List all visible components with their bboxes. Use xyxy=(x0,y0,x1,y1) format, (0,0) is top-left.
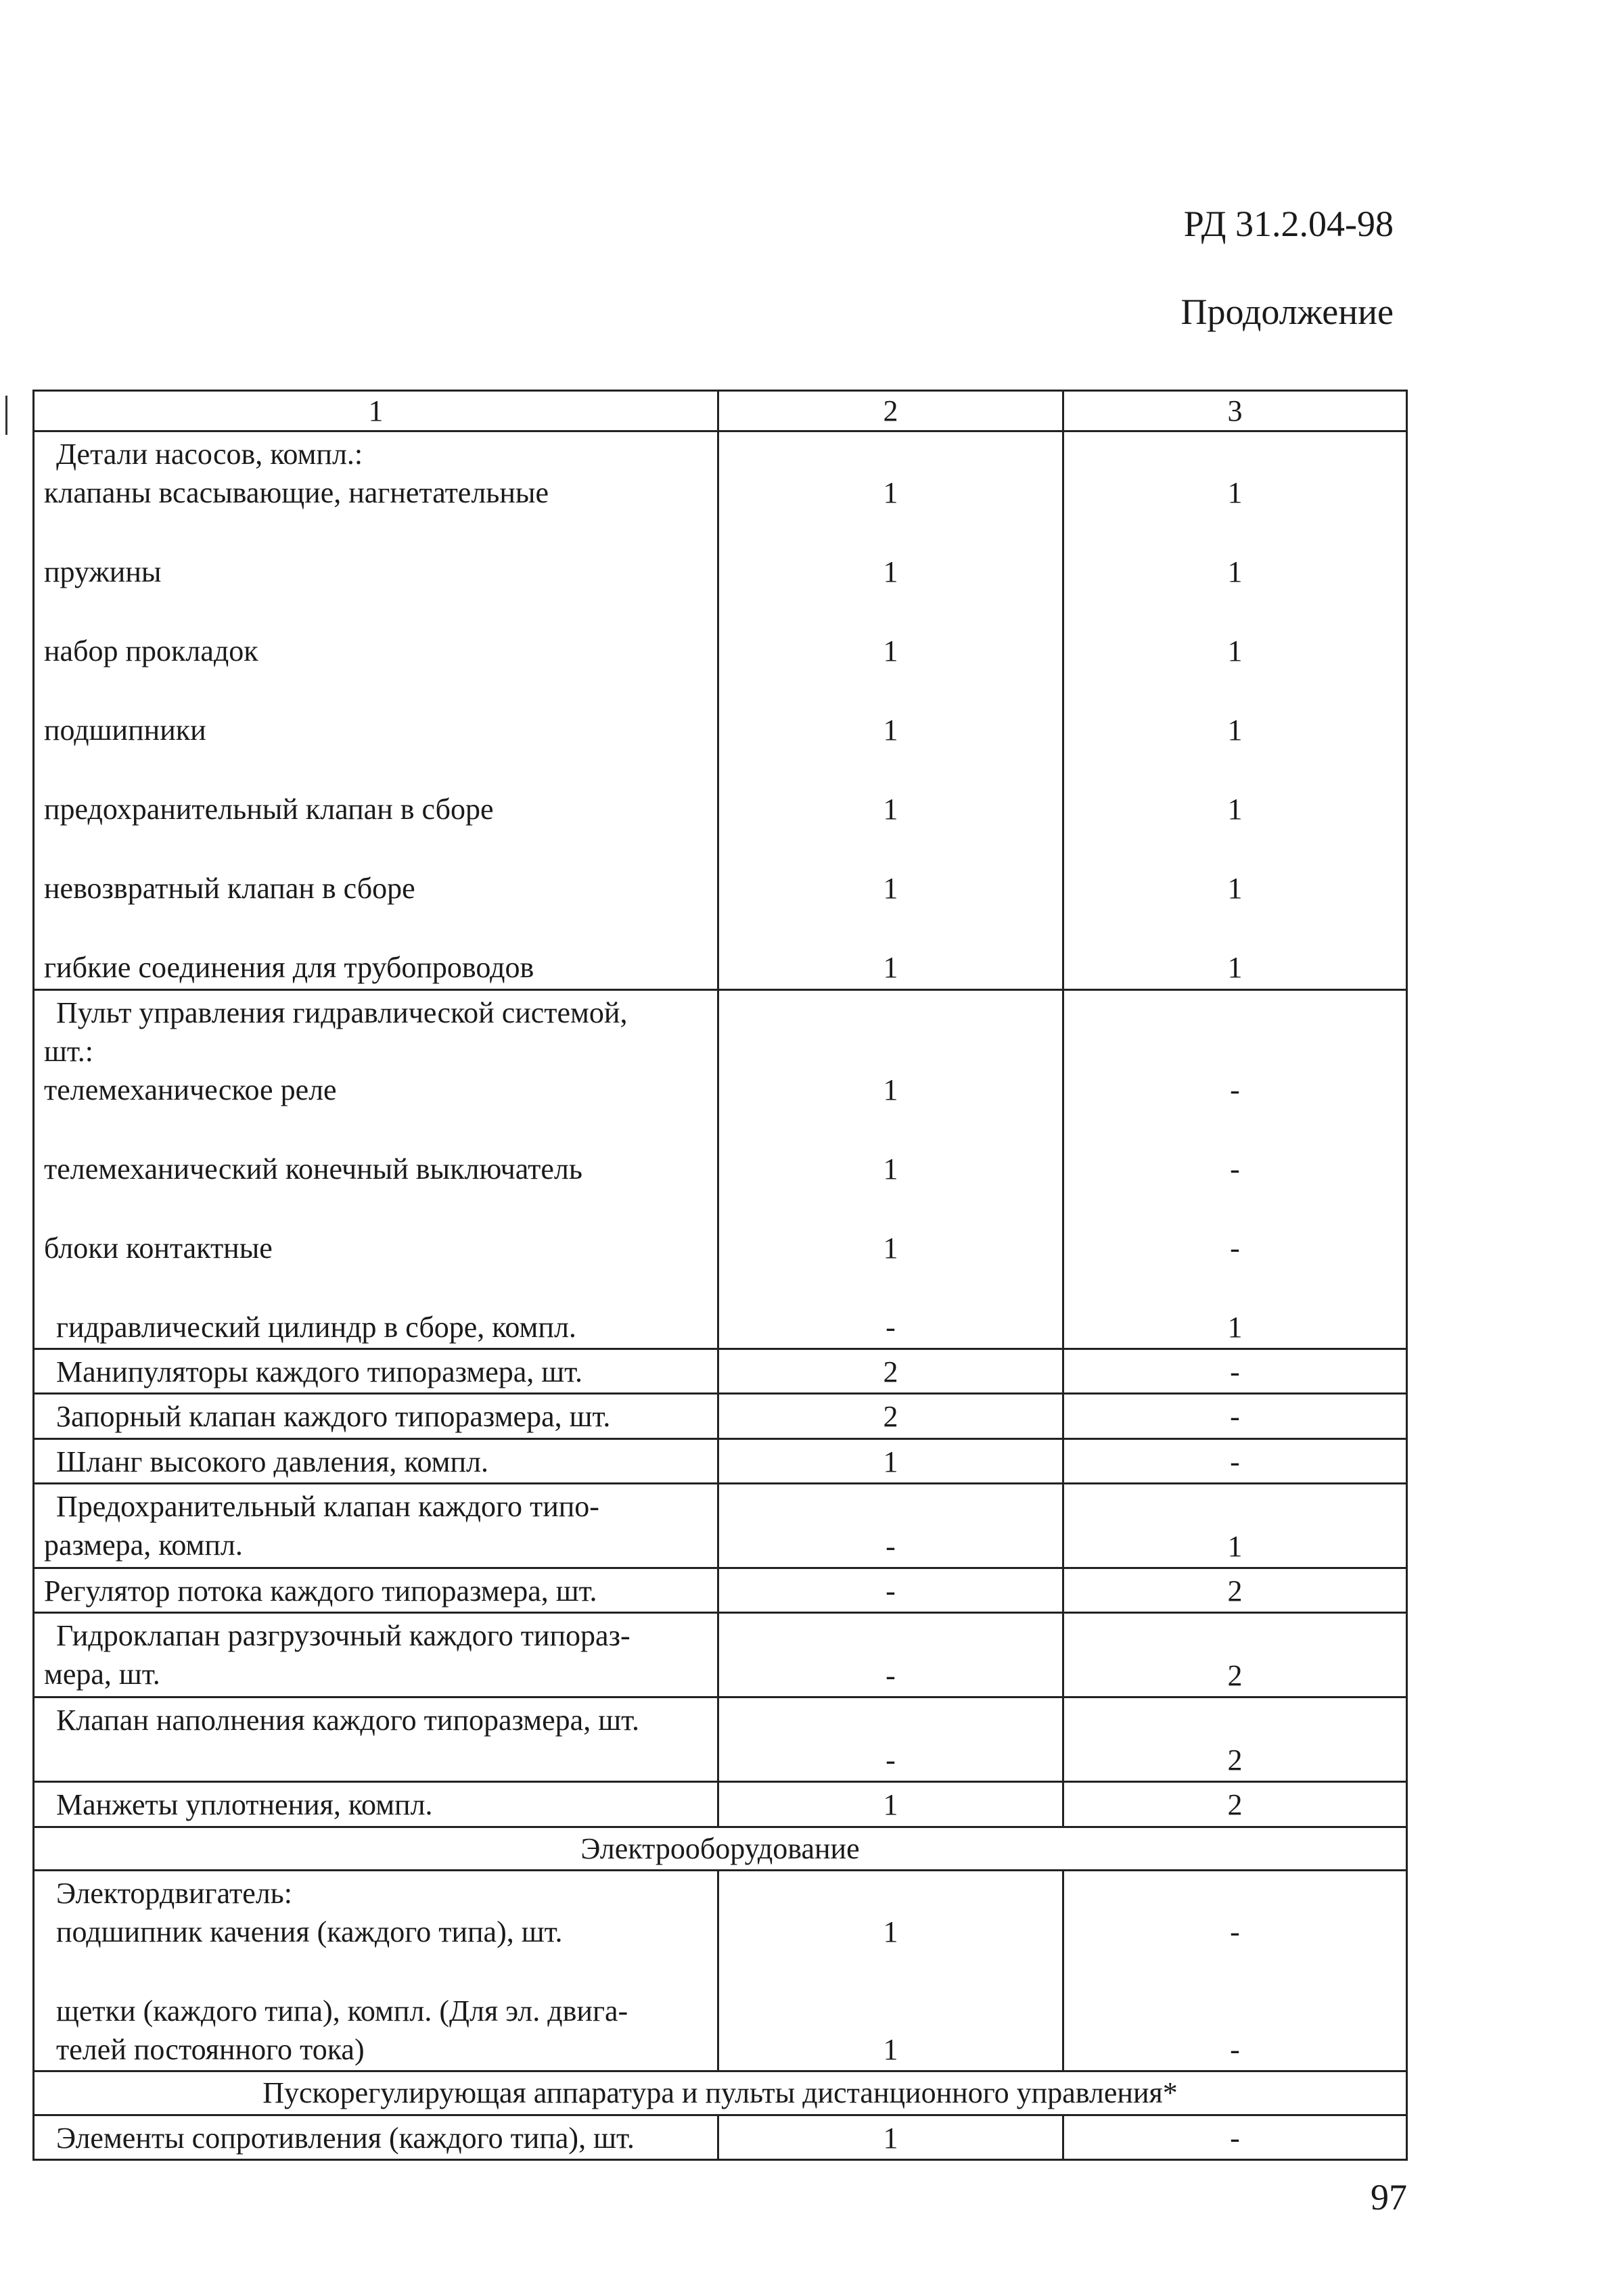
section-header-starting-equipment xyxy=(34,2071,1407,2115)
list-item: клапаны всасывающие, нагнетательные xyxy=(44,476,549,510)
table-row-pump-parts xyxy=(34,431,1407,989)
list-item: телемеханический конечный выключатель xyxy=(44,1152,582,1186)
section-header-electric xyxy=(34,1827,1407,1870)
list-item: предохранительный клапан в сборе xyxy=(44,793,494,826)
cell-value: 1 xyxy=(1063,1483,1407,1568)
cell-value: 1 xyxy=(883,1152,898,1186)
cell-value: - xyxy=(718,1697,1063,1782)
cell-value: - xyxy=(1063,1349,1407,1394)
table-row xyxy=(34,1483,1407,1568)
row-name: Шланг высокого давления, компл. xyxy=(34,1438,718,1483)
pump-parts-col2 xyxy=(718,431,1063,989)
cell-value: - xyxy=(1063,2115,1407,2159)
motor-title: Электордвигатель: xyxy=(56,1876,292,1910)
page-number: 97 xyxy=(1371,2177,1407,2218)
table-row xyxy=(34,1394,1407,1438)
cell-value: - xyxy=(1063,1438,1407,1483)
list-item: гибкие соединения для трубопроводов xyxy=(44,951,534,985)
table-row xyxy=(34,1782,1407,1827)
row-name: Предохранительный клапан каждого типо- размера, компл. xyxy=(34,1483,718,1568)
cell-value: 2 xyxy=(1063,1568,1407,1612)
list-item: блоки контактные xyxy=(44,1231,273,1265)
scan-edge-mark xyxy=(5,396,7,435)
cell-value: 1 xyxy=(883,872,898,906)
row-name: Элементы сопротивления (каждого типа), шт. xyxy=(34,2115,718,2159)
control-console-title-cont: шт.: xyxy=(44,1034,94,1068)
row-name: Манжеты уплотнения, компл. xyxy=(34,1782,718,1827)
cell-value: - xyxy=(1230,2033,1240,2067)
cell-value: 1 xyxy=(883,2033,898,2067)
control-console-col2 xyxy=(718,989,1063,1349)
cell-value: 1 xyxy=(1227,872,1243,906)
table-row xyxy=(34,2115,1407,2159)
row-name: Манипуляторы каждого типоразмера, шт. xyxy=(34,1349,718,1394)
spare-parts-table xyxy=(32,390,1408,2161)
cell-value: 1 xyxy=(1227,713,1243,747)
list-item: гидравлический цилиндр в сборе, компл. xyxy=(56,1310,576,1344)
cell-value: 1 xyxy=(1227,793,1243,826)
table-row xyxy=(34,1438,1407,1483)
cell-value: - xyxy=(1230,1073,1240,1106)
cell-value: 1 xyxy=(718,1782,1063,1827)
cell-value: - xyxy=(1230,1152,1240,1186)
cell-value: 1 xyxy=(883,634,898,668)
row-name: Клапан наполнения каждого типоразмера, шт. xyxy=(34,1697,718,1782)
cell-value: 1 xyxy=(883,476,898,510)
table-row xyxy=(34,1613,1407,1697)
pump-parts-col3 xyxy=(1063,431,1407,989)
cell-value: 1 xyxy=(1227,555,1243,589)
section-title: Электрооборудование xyxy=(34,1827,1407,1870)
cell-value: - xyxy=(1230,1915,1240,1948)
list-item: набор прокладок xyxy=(44,634,258,668)
list-item: подшипники xyxy=(44,713,206,747)
section-title: Пускорегулирующая аппаратура и пульты дистанционного управления* xyxy=(34,2071,1407,2115)
cell-value: 2 xyxy=(1063,1697,1407,1782)
cell-value: 1 xyxy=(718,2115,1063,2159)
cell-value: 1 xyxy=(883,951,898,985)
list-item: пружины xyxy=(44,555,162,589)
cell-value: - xyxy=(1230,1231,1240,1265)
list-item: невозвратный клапан в сборе xyxy=(44,872,415,906)
pump-parts-names xyxy=(34,431,718,989)
document-code: РД 31.2.04-98 xyxy=(1183,204,1394,244)
control-console-col3 xyxy=(1063,989,1407,1349)
control-console-title: Пульт управления гидравлической системой, xyxy=(56,995,628,1029)
list-item-cont: телей постоянного тока) xyxy=(56,2033,365,2067)
pump-parts-title: Детали насосов, компл.: xyxy=(56,438,363,471)
cell-value: 2 xyxy=(718,1349,1063,1394)
cell-value: - xyxy=(886,1310,896,1344)
cell-value: 1 xyxy=(1227,1310,1243,1344)
column-header-3: 3 xyxy=(1063,391,1407,431)
row-name: Запорный клапан каждого типоразмера, шт. xyxy=(34,1394,718,1438)
table-row xyxy=(34,1349,1407,1394)
table-row-control-console xyxy=(34,989,1407,1349)
list-item: подшипник качения (каждого типа), шт. xyxy=(56,1915,563,1948)
cell-value: 1 xyxy=(883,713,898,747)
row-name: Регулятор потока каждого типоразмера, шт. xyxy=(34,1568,718,1612)
motor-col3 xyxy=(1063,1870,1407,2071)
cell-value: - xyxy=(718,1568,1063,1612)
cell-value: - xyxy=(1063,1394,1407,1438)
continuation-label: Продолжение xyxy=(1180,291,1394,332)
control-console-names xyxy=(34,989,718,1349)
motor-names xyxy=(34,1870,718,2071)
table-row xyxy=(34,1697,1407,1782)
list-item: щетки (каждого типа), компл. (Для эл. двига- xyxy=(56,1994,628,2028)
cell-value: 1 xyxy=(883,1231,898,1265)
table-row xyxy=(34,1568,1407,1612)
motor-col2 xyxy=(718,1870,1063,2071)
cell-value: 1 xyxy=(1227,634,1243,668)
row-name: Гидроклапан разгрузочный каждого типораз- мера, шт. xyxy=(34,1613,718,1697)
cell-value: - xyxy=(718,1483,1063,1568)
column-header-2: 2 xyxy=(718,391,1063,431)
table-row-motor xyxy=(34,1870,1407,2071)
cell-value: 1 xyxy=(883,793,898,826)
column-header-1: 1 xyxy=(34,391,718,431)
cell-value: 1 xyxy=(1227,951,1243,985)
cell-value: 1 xyxy=(883,1073,898,1106)
cell-value: 2 xyxy=(1063,1782,1407,1827)
cell-value: - xyxy=(718,1613,1063,1697)
cell-value: 1 xyxy=(883,555,898,589)
cell-value: 1 xyxy=(1227,476,1243,510)
list-item: телемеханическое реле xyxy=(44,1073,337,1106)
table-header-row xyxy=(34,391,1407,431)
cell-value: 1 xyxy=(718,1438,1063,1483)
cell-value: 2 xyxy=(718,1394,1063,1438)
cell-value: 1 xyxy=(883,1915,898,1948)
cell-value: 2 xyxy=(1063,1613,1407,1697)
